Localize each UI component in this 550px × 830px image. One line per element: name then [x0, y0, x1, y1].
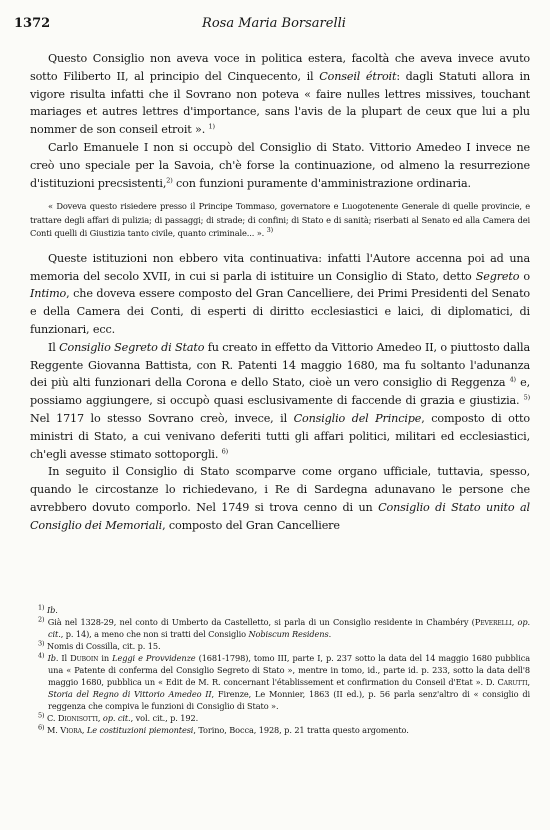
paragraph-5: In seguito il Consiglio di Stato scomparve come organo ufficiale, tuttavia, spesso, quando le circostanze lo richiedevano, i Re di Sardegna adunavano le persone che avrebbero dovuto comporlo. Nel 1749 si trova cenno di un Consiglio di Stato unito al Consiglio dei Memoriali, composto del Gran Cancelliere [30, 465, 530, 532]
paragraph-4: Il Consiglio Segreto di Stato fu creato in effetto da Vittorio Amedeo II, o piuttosto dalla Reggente Giovanna Battista, con R. Patenti 14 maggio 1680, ma fu soltanto l'adunanza dei più alti funzionari della Corona e dello Stato, cioè un vero consiglio di Reggenza $^{4)}$ e, possiamo aggiungere, si occupò quasi esclusivamente di faccende di grazia e giustizia. $^{5)}$ Nel 1717 lo stesso Sovrano creò, invece, il Consiglio del Principe, composto di otto ministri di Stato, a cui venivano deferiti tutti gli affari politici, militari ed ecclesiastici, ch'egli avesse stimato sottoporgli. $^{6)}$ [30, 340, 531, 461]
block-quote: « Doveva questo risiedere presso il Principe Tommaso, governatore e Luogotenente Generale di quelle provincie, e trattare degli affari di pulizia; di passaggi; di strade; di confini; di Stato e di sanità; riserbati al Senato ed alla Camera dei Conti quelli di Giustizia tanto civile, quanto criminale... ». $^{3)}$ [30, 201, 530, 239]
page-header [14, 16, 534, 34]
footnote-6: $^{6)}$ M. Viora, Le costituzioni piemontesi, Torino, Bocca, 1928, p. 21 tratta questo argomento. [38, 723, 409, 735]
page-number: 1372 [14, 16, 51, 31]
running-title: Rosa Maria Borsarelli [202, 16, 346, 31]
paragraph-2: Carlo Emanuele I non si occupò del Consiglio di Stato. Vittorio Amedeo I invece ne creò uno speciale per la Savoia, ch'è forse la continuazione, od almeno la resurrezione d'istituzioni precsistenti,$^{2)}$ con funzioni puramente d'amministrazione ordinaria. [30, 140, 530, 190]
footnote-ref[interactable]: 2) [166, 175, 173, 184]
footnote-1: $^{1)}$ Ib. [38, 603, 58, 615]
footnotes [30, 604, 530, 736]
footnote-3: $^{3)}$ Nomis di Cossilla, cit. p. 15. [38, 639, 161, 651]
paragraph-1: Questo Consiglio non aveva voce in politica estera, facoltà che aveva invece avuto sotto Filiberto II, al principio del Cinquecento, il Conseil étroit: dagli Statuti allora in vigore risulta infatti che il Sovrano non poteva « faire nulles lettres missives, touchant mariages et autres lettres d'importance, sans l'avis de la plupart de ceux que lui a plu nommer de son conseil etroit ». $^{1)}$ [30, 52, 531, 137]
footnote-ref[interactable]: 4) [509, 375, 516, 384]
footnote-ref[interactable]: 6) [221, 446, 229, 455]
footnote-ref[interactable]: 3) [266, 226, 274, 235]
body-text [30, 50, 530, 535]
footnote-ref[interactable]: 5) [523, 393, 531, 402]
footnote-5: $^{5)}$ C. Dionisotti, op. cit., vol. cit., p. 192. [38, 711, 199, 723]
footnote-2: $^{2)}$ Già nel 1328-29, nel conto di Umberto da Castelletto, si parla di un Consiglio residente in Chambéry (Peverelli, op. cit., p. 14), a meno che non si tratti del Consiglio Nobiscum Residens. [38, 615, 530, 639]
footnote-4: $^{4)}$ Ib. Il Duboin in Leggi e Provvidenze (1681-1798), tomo III, parte I, p. 237 sotto la data del 14 maggio 1680 pubblica una « Patente di conferma del Consiglio Segreto di Stato », mentre in tomo, id., parte id. p. 233, sotto la data dell'8 maggio 1680, pubblica un « Edit de M. R. concernant l'établissement et confirmation du Conseil d'Etat ». D. Carutti, Storia del Regno di Vittorio Amedeo II, Firenze, Le Monnier, 1863 (II ed.), p. 56 parla senz'altro di « consiglio di reggenza che compiva le funzioni di Consiglio di Stato ». [38, 651, 530, 711]
paragraph-3: Queste istituzioni non ebbero vita continuativa: infatti l'Autore accenna poi ad una memoria del secolo XVII, in cui si parla di istituire un Consiglio di Stato, detto Segreto o Intimo, che doveva essere composto del Gran Cancelliere, dei Primi Presidenti del Senato e della Camera dei Conti, di esperti di diritto ecclesiastici e laici, di diplomatici, di funzionari, ecc. [30, 251, 530, 337]
footnote-ref[interactable]: 1) [208, 122, 215, 131]
